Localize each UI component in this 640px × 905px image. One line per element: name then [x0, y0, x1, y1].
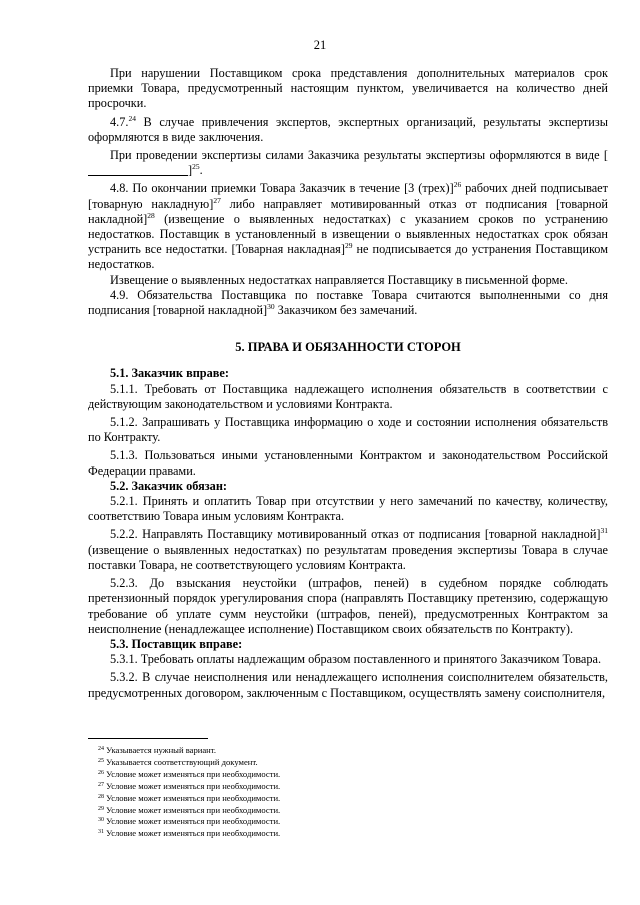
- footnote: $^{25}$ Указывается соответствующий документ.: [98, 756, 258, 767]
- footnote: $^{24}$ Указывается нужный вариант.: [98, 745, 217, 755]
- paragraph-5-2-1: 5.2.1. Принять и оплатить Товар при отсутствии у него замечаний по качеству, количеству, соответствию Товара иным условиям Контракта.: [88, 494, 608, 524]
- footnote-separator: [88, 738, 208, 739]
- section-heading: 5. ПРАВА И ОБЯЗАННОСТИ СТОРОН: [235, 340, 461, 355]
- paragraph-acceptance-delay: При нарушении Поставщиком срока представления дополнительных материалов срок приемки Товара, предусмотренный настоящим пунктом, увеличивается на количество дней просрочки.: [88, 66, 608, 111]
- paragraph-5-1-2: 5.1.2. Запрашивать у Поставщика информацию о ходе и состоянии исполнения обязательств по Контракту.: [88, 415, 608, 445]
- paragraph-5-3-1: 5.3.1. Требовать оплаты надлежащим образом поставленного и принятого Заказчиком Товара.: [110, 652, 602, 667]
- paragraph-notice-written: Извещение о выявленных недостатках направляется Поставщику в письменной форме.: [110, 272, 568, 287]
- page-number: 21: [313, 38, 327, 52]
- footnote: $^{29}$ Условие может изменяться при необходимости.: [98, 804, 281, 815]
- paragraph-4-9: 4.9. Обязательства Поставщика по поставке Товара считаются выполненными со дня подписания [товарной накладной]$^{30}$ Заказчиком без замечаний.: [88, 287, 608, 318]
- blank-fill-line: [88, 164, 188, 176]
- footnote: $^{30}$ Условие может изменяться при необходимости.: [98, 816, 281, 827]
- footnote: $^{27}$ Условие может изменяться при необходимости.: [98, 780, 281, 791]
- footnote-ref: 25: [192, 162, 200, 172]
- paragraph-5-2-3: 5.2.3. До взыскания неустойки (штрафов, пеней) в судебном порядке соблюдать претензионный порядок урегулирования спора (направлять Поставщику претензию, содержащую требование об уплате сумм неустойки (штрафов, пеней), предусмотренных Контрактом за неисполнение (ненадлежащее исполнение) Поставщиком своих обязательств по Контракту).: [88, 576, 608, 636]
- subheading-5-2: 5.2. Заказчик обязан:: [110, 478, 227, 493]
- footnote: $^{31}$ Условие может изменяться при необходимости.: [98, 828, 281, 839]
- paragraph-expertise-customer: При проведении экспертизы силами Заказчика результаты экспертизы оформляются в виде []$^{25}$.: [88, 148, 608, 178]
- footnote-ref: 24: [128, 113, 136, 123]
- page-body: [88, 66, 608, 701]
- footnote-ref: 31: [600, 526, 608, 536]
- paragraph-5-3-2: 5.3.2. В случае неисполнения или ненадлежащего исполнения соисполнителем обязательств, предусмотренных договором, заключенным с Поставщиком, осуществлять замену соисполнителя,: [88, 670, 608, 700]
- footnote-ref: 27: [213, 195, 221, 205]
- paragraph-5-2-2: 5.2.2. Направлять Поставщику мотивированный отказ от подписания [товарной накладной]$^{31}$ (извещение о выявленных недостатках) по результатам проведения экспертизы Товара в случае поставки Товара, не соответствующего условиям Контракта.: [88, 526, 608, 572]
- paragraph-4-7: 4.7.24 В случае привлечения экспертов, экспертных организаций, результаты экспертизы оформляются в виде заключения.: [88, 113, 608, 144]
- footnote-ref: 29: [344, 241, 353, 251]
- footnote: $^{28}$ Условие может изменяться при необходимости.: [98, 792, 281, 803]
- subheading-5-3: 5.3. Поставщик вправе:: [110, 636, 243, 651]
- footnote-ref: 26: [453, 180, 462, 190]
- paragraph-5-1-3: 5.1.3. Пользоваться иными установленными Контрактом и законодательством Российской Федерации правами.: [88, 448, 608, 478]
- paragraph-4-8: 4.8. По окончании приемки Товара Заказчик в течение [3 (трех)]$^{26}$ рабочих дней подписывает [товарную накладную]$^{27}$ либо направляет мотивированный отказ от подписания [товарной накладной]$^{28}$ (извещение о выявленных недостатках) с указанием сроков по устранению недостатков. Поставщик в установленный в извещении о выявленных недостатках срок обязан устранить все недостатки. [Товарная накладная]$^{29}$ не подписывается до устранения Поставщиком недостатков.: [88, 180, 608, 272]
- footnotes: [88, 745, 588, 840]
- subheading-5-1: 5.1. Заказчик вправе:: [110, 366, 229, 381]
- footnote-ref: 28: [147, 210, 155, 220]
- footnote: $^{26}$ Условие может изменяться при необходимости.: [98, 768, 281, 779]
- paragraph-5-1-1: 5.1.1. Требовать от Поставщика надлежащего исполнения обязательств в соответствии с действующим законодательством и условиями Контракта.: [88, 381, 608, 411]
- footnote-ref: 30: [267, 302, 275, 312]
